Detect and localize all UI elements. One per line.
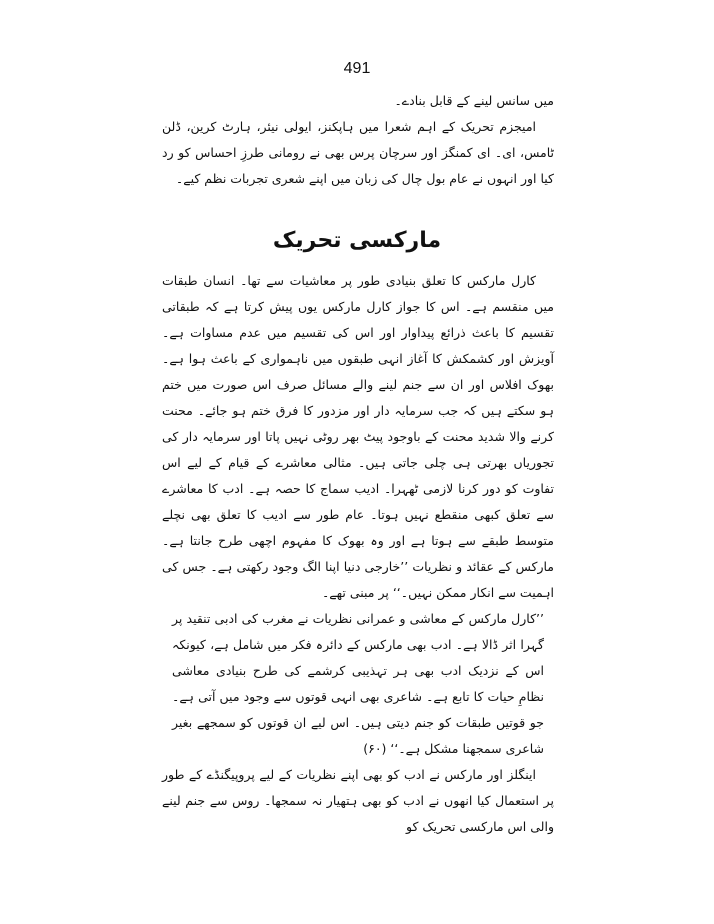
paragraph-marx-economics: کارل مارکس کا تعلق بنیادی طور پر معاشیات سے تھا۔ انسان طبقات میں منقسم ہے۔ اس کا جواز کارل مارکس یوں پیش کرتا ہے کہ طبقاتی تقسیم کا باعث ذرائع پیداوار اور اس کی تقسیم میں عدم مساوات ہے۔ آویزش اور کشمکش کا آغاز انہی طبقوں میں ناہمواری کے باعث ہوا ہے۔ بھوک افلاس اور ان سے جنم لینے والے مسائل صرف اس صورت میں ختم ہو سکتے ہیں کہ جب سرمایہ دار اور مزدور کا فرق ختم ہو جائے۔ محنت کرنے والا شدید محنت کے باوجود پیٹ بھر روٹی نہیں پاتا اور سرمایہ دار کی تجوریاں بھرتی ہی چلی جاتی ہیں۔ مثالی معاشرے کے قیام کے لیے اس تفاوت کو دور کرنا لازمی ٹھہرا۔ ادیب سماج کا حصہ ہے۔ ادب کا معاشرے سے تعلق کبھی منقطع نہیں ہوتا۔ عام طور سے ادیب کا تعلق بھی نچلے متوسط طبقے سے ہوتا ہے اور وہ بھوک کا مفہوم اچھی طرح جانتا ہے۔ مارکس کے عقائد و نظریات ’’خارجی دنیا اپنا الگ وجود رکھتی ہے۔ جس کی اہمیت سے انکار ممکن نہیں۔‘‘ پر مبنی تھے۔ xyxy=(162,273,554,600)
body-text-block xyxy=(162,268,554,840)
paragraph-engels-marx: اینگلز اور مارکس نے ادب کو بھی اپنے نظریات کے لیے پروپیگنڈے کے طور پر استعمال کیا انھوں نے ادب کو بھی ہتھیار نہ سمجھا۔ روس سے جنم لینے والی اس مارکسی تحریک کو xyxy=(162,767,554,834)
section-heading: مارکسی تحریک xyxy=(272,228,442,253)
paragraph-continuation: میں سانس لینے کے قابل بنادے۔ xyxy=(394,93,554,108)
block-quote: ’’کارل مارکس کے معاشی و عمرانی نظریات نے مغرب کی ادبی تنقید پر گہرا اثر ڈالا ہے۔ ادب بھی مارکس کے دائرہ فکر میں شامل ہے، کیونکہ اس کے نزدیک ادب بھی ہر تہذیبی کرشمے کی طرح بنیادی معاشی نظامِ حیات کا تابع ہے۔ شاعری بھی انہی قوتوں سے وجود میں آتی ہے۔ جو قوتیں طبقات کو جنم دیتی ہیں۔ اس لیے ان قوتوں کو سمجھے بغیر شاعری سمجھنا مشکل ہے۔‘‘ (۶۰) xyxy=(172,611,544,756)
intro-text-block xyxy=(162,88,554,192)
page-number: 491 xyxy=(343,60,371,77)
paragraph-imagism-poets: امیجزم تحریک کے اہم شعرا میں ہاپکنز، ایولی نیئر، ہارٹ کرین، ڈلن ٹامس، ای۔ ای کمنگز اور سرچان پرس بھی نے رومانی طرزِ احساس کو رد کیا اور انہوں نے عام بول چال کی زبان میں اپنے شعری تجربات نظم کیے۔ xyxy=(162,119,554,186)
